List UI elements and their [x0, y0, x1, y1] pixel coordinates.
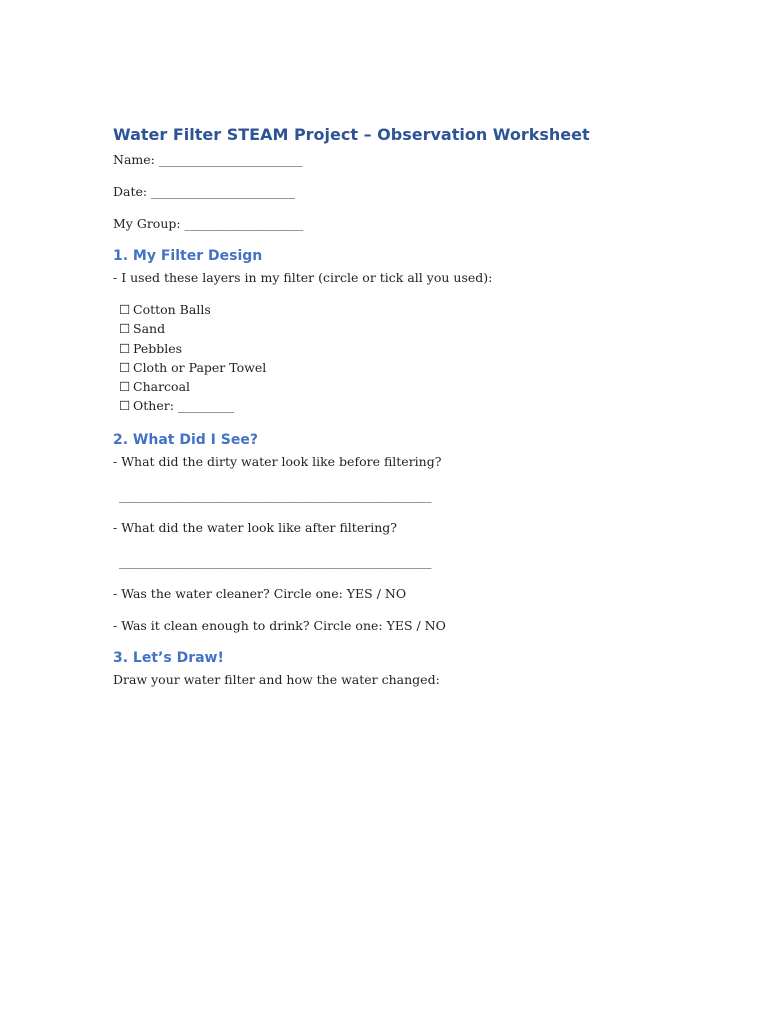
section-3-heading: 3. Let’s Draw! — [113, 649, 224, 666]
checklist-item — [119, 377, 673, 396]
question-after-filtering: - What did the water look like after filtering? — [113, 519, 397, 535]
checkbox-icon: ☐ — [119, 359, 131, 375]
checkbox-icon: ☐ — [119, 379, 131, 395]
filter-layer-checklist — [119, 300, 673, 416]
checklist-item — [119, 300, 673, 319]
checklist-item — [119, 319, 673, 338]
section-2-heading: 2. What Did I See? — [113, 431, 258, 448]
checklist-item — [119, 396, 673, 415]
answer-line-before: __________________________________________________ — [119, 487, 432, 503]
checklist-item — [119, 358, 673, 377]
checkbox-icon: ☐ — [119, 321, 131, 337]
checklist-item-label: Cotton Balls — [133, 302, 211, 317]
question-water-cleaner: - Was the water cleaner? Circle one: YES / NO — [113, 585, 407, 601]
name-field: Name: _______________________ — [113, 152, 303, 167]
checkbox-icon: ☐ — [119, 398, 131, 414]
checklist-item-label: Sand — [133, 321, 166, 337]
group-field: My Group: ___________________ — [113, 216, 304, 231]
page-title: Water Filter STEAM Project – Observation Worksheet — [113, 125, 590, 144]
question-clean-to-drink: - Was it clean enough to drink? Circle one: YES / NO — [113, 617, 446, 633]
checkbox-icon: ☐ — [119, 302, 131, 317]
section-1-heading: 1. My Filter Design — [113, 248, 263, 264]
checkbox-icon: ☐ — [119, 340, 131, 356]
answer-line-after: __________________________________________________ — [119, 553, 432, 569]
section-1-prompt: - I used these layers in my filter (circle or tick all you used): — [113, 270, 493, 285]
question-before-filtering: - What did the dirty water look like before filtering? — [113, 453, 442, 469]
checklist-item-label: Charcoal — [133, 379, 191, 395]
section-3-prompt: Draw your water filter and how the water changed: — [113, 671, 440, 687]
worksheet-page — [113, 124, 673, 688]
checklist-item-label: Other: _________ — [133, 398, 235, 414]
date-field: Date: _______________________ — [113, 184, 295, 199]
checklist-item-label: Pebbles — [133, 340, 183, 356]
checklist-item-label: Cloth or Paper Towel — [133, 359, 267, 375]
checklist-item — [119, 339, 673, 358]
